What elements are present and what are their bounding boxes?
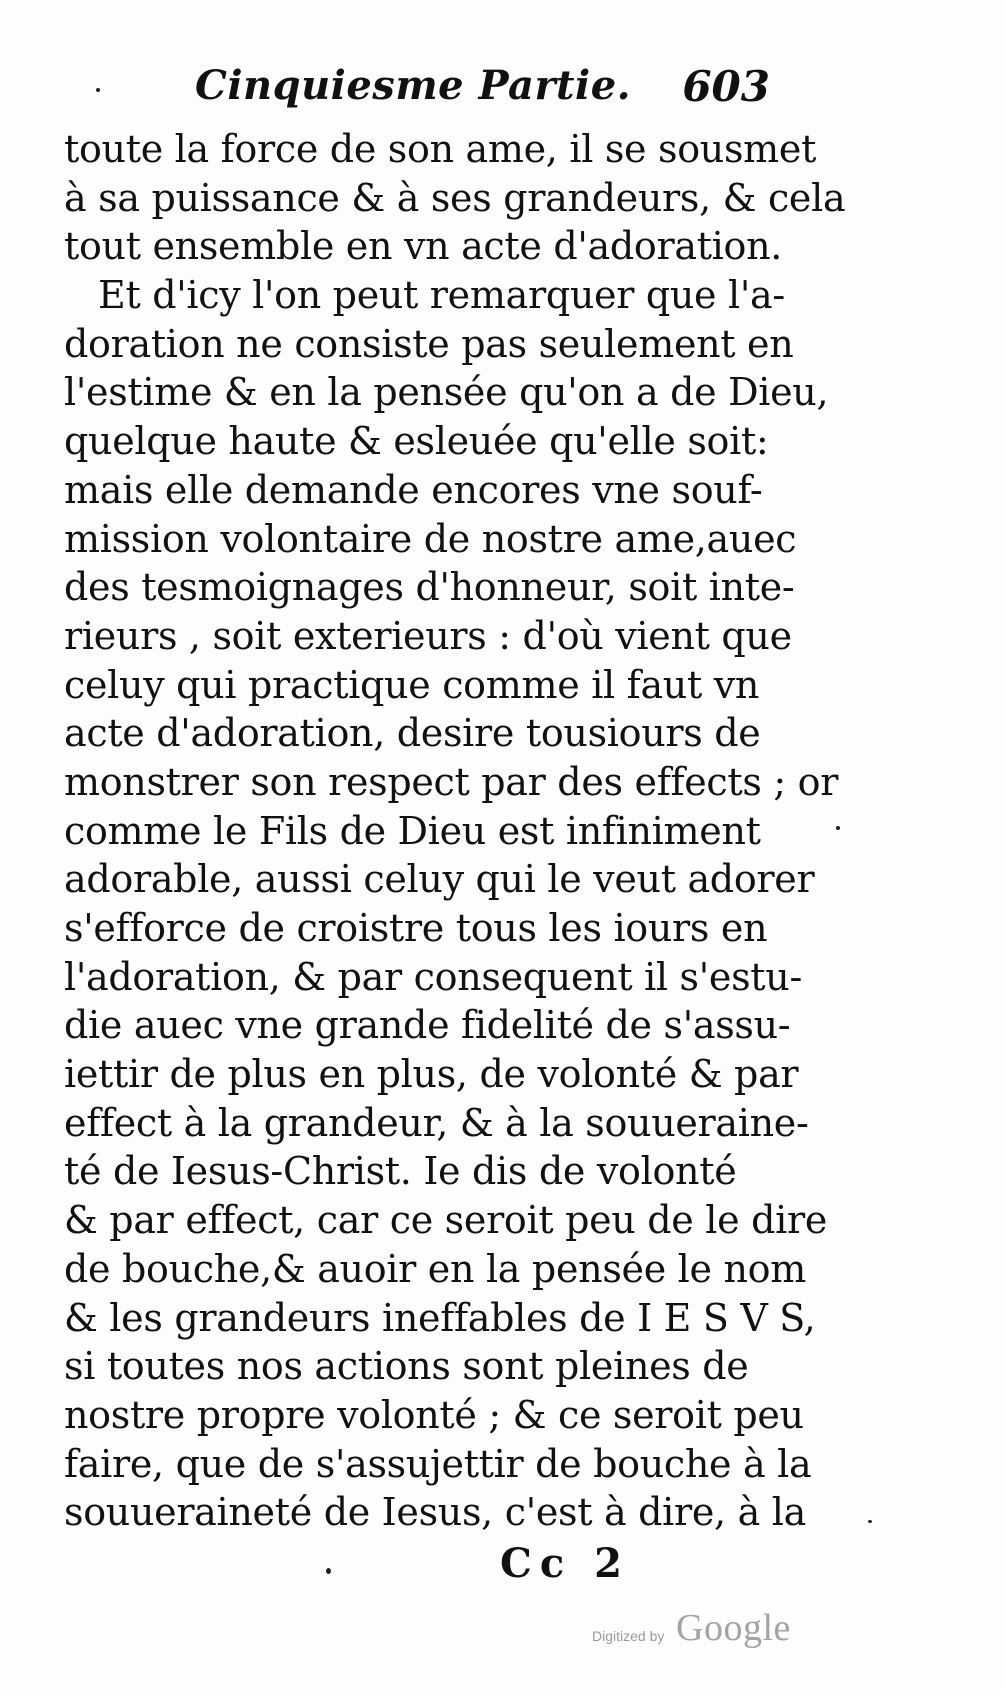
text-line: die auec vne grande fidelité de s'assu- — [64, 1003, 791, 1048]
text-line: faire, que de s'assujettir de bouche à la — [64, 1441, 812, 1486]
text-line: comme le Fils de Dieu est infiniment — [64, 808, 761, 853]
text-line: tout ensemble en vn acte d'adoration. — [64, 224, 783, 269]
google-logo: Google — [676, 1607, 791, 1649]
ink-speck — [868, 1520, 872, 1523]
text-line: celuy qui practique comme il faut vn — [64, 662, 760, 707]
text-line: à sa puissance & à ses grandeurs, & cela — [64, 175, 846, 220]
running-head — [195, 62, 770, 122]
text-line: l'adoration, & par consequent il s'estu- — [64, 954, 802, 999]
text-line: des tesmoignages d'honneur, soit inte- — [64, 565, 795, 610]
text-line: monstrer son respect par des effects ; or — [64, 759, 839, 804]
watermark-prefix: Digitized by — [592, 1628, 665, 1644]
signature-mark: Cc 2 — [500, 1540, 630, 1587]
text-line: doration ne consiste pas seulement en — [64, 321, 794, 366]
text-line: l'estime & en la pensée qu'on a de Dieu, — [64, 370, 829, 415]
text-line: mais elle demande encores vne souf- — [64, 467, 763, 512]
text-line: té de Iesus-Christ. Ie dis de volonté — [64, 1149, 737, 1194]
text-line: iettir de plus en plus, de volonté & par — [64, 1052, 799, 1097]
ink-speck — [96, 88, 100, 92]
page-number: 603 — [682, 62, 770, 111]
text-line: effect à la grandeur, & à la souueraine- — [64, 1100, 809, 1145]
text-line: rieurs , soit exterieurs : d'où vient que — [64, 613, 792, 658]
text-line: & les grandeurs ineffables de I E S V S, — [64, 1295, 816, 1340]
text-line: toute la force de son ame, il se sousmet — [64, 127, 817, 171]
text-line: si toutes nos actions sont pleines de — [64, 1344, 749, 1389]
text-line: Et d'icy l'on peut remarquer que l'a- — [98, 273, 785, 318]
text-line: s'efforce de croistre tous les iours en — [64, 906, 768, 950]
body-text — [64, 125, 846, 1537]
text-line: & par effect, car ce seroit peu de le dire — [64, 1198, 828, 1243]
text-line: quelque haute & esleuée qu'elle soit: — [64, 419, 769, 464]
text-line: adorable, aussi celuy qui le veut adorer — [64, 857, 815, 902]
text-line: nostre propre volonté ; & ce seroit peu — [64, 1392, 804, 1437]
text-line: souueraineté de Iesus, c'est à dire, à la — [64, 1490, 806, 1535]
text-line: de bouche,& auoir en la pensée le nom — [64, 1246, 806, 1291]
running-title: Cinquiesme Partie. — [195, 62, 632, 109]
text-line: acte d'adoration, desire tousiours de — [64, 711, 761, 756]
ink-speck — [836, 826, 840, 830]
text-line: mission volontaire de nostre ame,auec — [64, 516, 797, 561]
ink-speck — [326, 1568, 331, 1574]
